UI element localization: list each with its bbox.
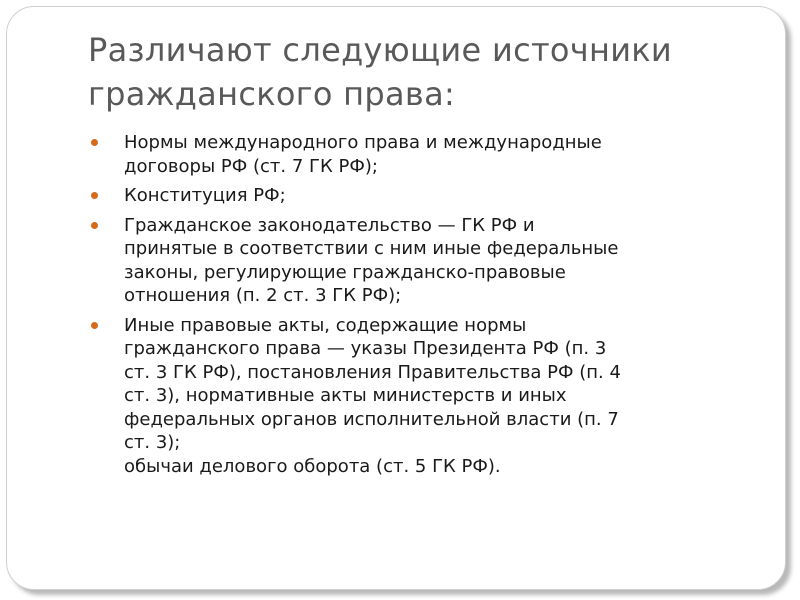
bullet-line: ст. 3), нормативные акты министерств и иных bbox=[124, 385, 567, 406]
bullet-line: ст. 3 ГК РФ), постановления Правительства РФ (п. 4 bbox=[124, 361, 621, 383]
bullet-line: Гражданское законодательство — ГК РФ и bbox=[124, 214, 535, 236]
bullet-list bbox=[88, 131, 748, 484]
bullet-dot-icon bbox=[91, 222, 98, 229]
bullet-line: Иные правовые акты, содержащие нормы bbox=[124, 314, 527, 336]
bullet-dot-icon bbox=[91, 322, 98, 329]
bullet-dot-icon bbox=[91, 139, 98, 146]
bullet-line: принятые в соответствии с ним иные федеральные bbox=[124, 238, 619, 259]
bullet-text bbox=[124, 214, 748, 308]
bullet-line: обычаи делового оборота (ст. 5 ГК РФ). bbox=[124, 455, 501, 477]
bullet-line: договоры РФ (ст. 7 ГК РФ); bbox=[124, 155, 378, 177]
bullet-item-international-law bbox=[88, 131, 748, 178]
bullet-text bbox=[124, 131, 748, 178]
bullet-dot-icon bbox=[91, 192, 98, 199]
bullet-text bbox=[124, 314, 748, 479]
bullet-line: гражданского права — указы Президента РФ (п. 3 bbox=[124, 338, 607, 359]
bullet-item-civil-legislation bbox=[88, 214, 748, 308]
bullet-text bbox=[124, 184, 748, 208]
bullet-item-other-legal-acts bbox=[88, 314, 748, 479]
bullet-line: ст. 3); bbox=[124, 432, 181, 453]
slide-title bbox=[88, 28, 768, 116]
bullet-line: законы, регулирующие гражданско-правовые bbox=[124, 261, 566, 283]
bullet-line: отношения (п. 2 ст. 3 ГК РФ); bbox=[124, 285, 402, 306]
bullet-item-constitution bbox=[88, 184, 748, 208]
slide-title-line-1: Различают следующие источники bbox=[88, 31, 673, 69]
bullet-line: Конституция РФ; bbox=[124, 185, 286, 206]
bullet-line: федеральных органов исполнительной власти (п. 7 bbox=[124, 408, 619, 430]
slide-title-line-2: гражданского права: bbox=[88, 75, 456, 113]
bullet-line: Нормы международного права и международные bbox=[124, 132, 602, 153]
